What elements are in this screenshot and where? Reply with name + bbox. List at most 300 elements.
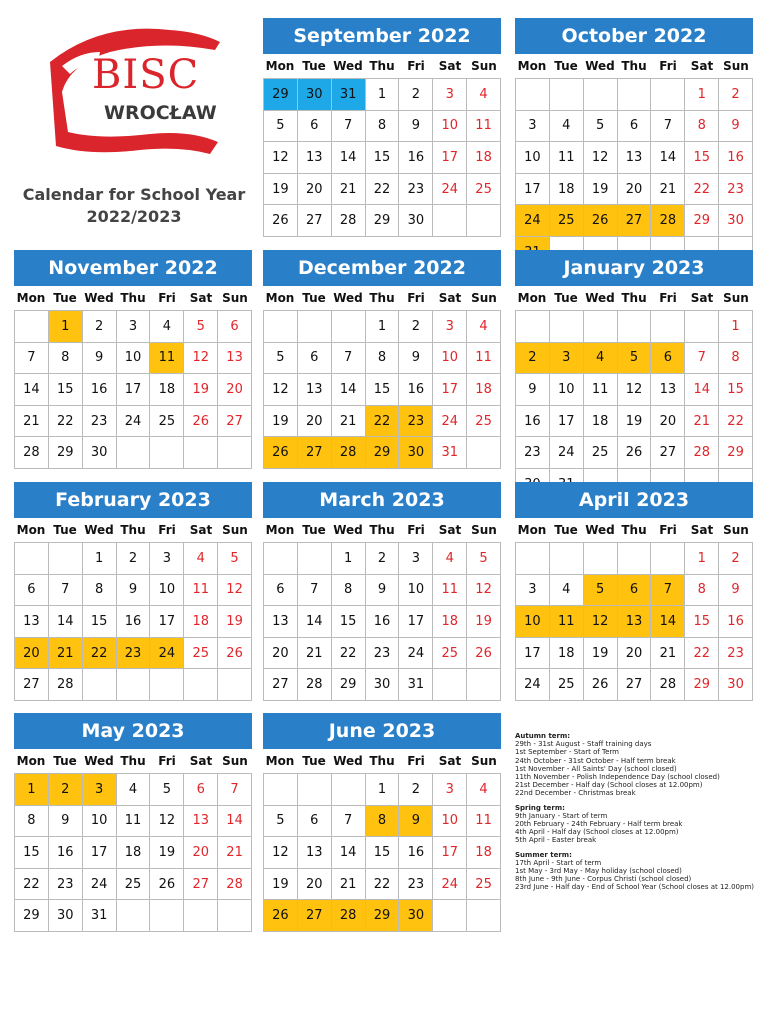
day-cell: 8 bbox=[719, 343, 753, 375]
month-calendar bbox=[263, 482, 501, 701]
term-section bbox=[515, 804, 765, 845]
empty-cell bbox=[618, 311, 652, 343]
day-cell: 18 bbox=[584, 406, 618, 438]
weekday-label: Sat bbox=[438, 754, 462, 768]
weekday-label: Tue bbox=[53, 523, 77, 537]
empty-cell bbox=[264, 311, 298, 343]
term-notes bbox=[515, 732, 765, 898]
day-cell: 22 bbox=[366, 869, 400, 901]
day-cell: 20 bbox=[15, 638, 49, 670]
day-cell: 2 bbox=[117, 543, 151, 575]
day-cell: 6 bbox=[651, 343, 685, 375]
empty-cell bbox=[184, 669, 218, 701]
day-cell: 7 bbox=[332, 806, 366, 838]
day-cell: 19 bbox=[264, 869, 298, 901]
day-cell: 11 bbox=[117, 806, 151, 838]
day-cell: 5 bbox=[618, 343, 652, 375]
day-cell: 22 bbox=[15, 869, 49, 901]
day-cell: 12 bbox=[584, 606, 618, 638]
weekday-label: Thu bbox=[621, 523, 647, 537]
day-cell: 24 bbox=[399, 638, 433, 670]
weekday-label: Tue bbox=[53, 754, 77, 768]
day-cell: 31 bbox=[399, 669, 433, 701]
day-cell: 13 bbox=[298, 374, 332, 406]
day-cell: 20 bbox=[618, 174, 652, 206]
weekday-label: Mon bbox=[265, 754, 295, 768]
weekday-label: Sun bbox=[723, 523, 749, 537]
day-cell: 15 bbox=[332, 606, 366, 638]
day-cell: 12 bbox=[218, 575, 252, 607]
day-cell: 9 bbox=[719, 575, 753, 607]
school-logo bbox=[40, 22, 230, 172]
month-title: March 2023 bbox=[263, 482, 501, 518]
day-cell: 18 bbox=[184, 606, 218, 638]
empty-cell bbox=[651, 311, 685, 343]
empty-cell bbox=[584, 543, 618, 575]
day-cell: 22 bbox=[332, 638, 366, 670]
weekday-label: Thu bbox=[120, 754, 146, 768]
weekday-label: Fri bbox=[659, 291, 677, 305]
day-cell: 29 bbox=[719, 437, 753, 469]
day-cell: 15 bbox=[366, 837, 400, 869]
empty-cell bbox=[516, 79, 550, 111]
day-cell: 6 bbox=[298, 806, 332, 838]
day-cell: 26 bbox=[264, 437, 298, 469]
day-cell: 3 bbox=[150, 543, 184, 575]
day-cell: 25 bbox=[467, 869, 501, 901]
day-cell: 31 bbox=[332, 79, 366, 111]
month-title: June 2023 bbox=[263, 713, 501, 749]
weekday-label: Thu bbox=[621, 59, 647, 73]
day-grid bbox=[515, 542, 753, 701]
day-cell: 3 bbox=[433, 311, 467, 343]
day-cell: 11 bbox=[433, 575, 467, 607]
day-cell: 17 bbox=[399, 606, 433, 638]
day-cell: 28 bbox=[49, 669, 83, 701]
month-calendar bbox=[14, 713, 252, 932]
day-cell: 8 bbox=[366, 806, 400, 838]
empty-cell bbox=[685, 311, 719, 343]
weekday-row bbox=[263, 286, 501, 310]
day-cell: 7 bbox=[298, 575, 332, 607]
day-cell: 28 bbox=[651, 205, 685, 237]
weekday-label: Fri bbox=[158, 291, 176, 305]
weekday-label: Wed bbox=[585, 523, 615, 537]
day-cell: 19 bbox=[218, 606, 252, 638]
day-cell: 16 bbox=[49, 837, 83, 869]
day-cell: 29 bbox=[15, 900, 49, 932]
day-cell: 17 bbox=[433, 374, 467, 406]
weekday-label: Sun bbox=[723, 59, 749, 73]
empty-cell bbox=[651, 543, 685, 575]
weekday-label: Sat bbox=[189, 291, 213, 305]
day-cell: 20 bbox=[184, 837, 218, 869]
day-cell: 20 bbox=[218, 374, 252, 406]
term-line: 1st September - Start of Term bbox=[515, 748, 620, 757]
day-cell: 3 bbox=[399, 543, 433, 575]
day-cell: 11 bbox=[467, 806, 501, 838]
day-cell: 21 bbox=[332, 174, 366, 206]
day-cell: 6 bbox=[264, 575, 298, 607]
day-cell: 7 bbox=[651, 111, 685, 143]
empty-cell bbox=[550, 311, 584, 343]
day-cell: 18 bbox=[150, 374, 184, 406]
day-cell: 10 bbox=[433, 343, 467, 375]
day-cell: 10 bbox=[150, 575, 184, 607]
day-cell: 9 bbox=[49, 806, 83, 838]
empty-cell bbox=[264, 543, 298, 575]
day-cell: 12 bbox=[467, 575, 501, 607]
day-cell: 28 bbox=[332, 900, 366, 932]
day-cell: 15 bbox=[83, 606, 117, 638]
weekday-label: Tue bbox=[554, 523, 578, 537]
day-grid bbox=[263, 78, 501, 237]
day-cell: 3 bbox=[433, 774, 467, 806]
day-cell: 26 bbox=[264, 205, 298, 237]
month-title: October 2022 bbox=[515, 18, 753, 54]
day-cell: 18 bbox=[467, 142, 501, 174]
empty-cell bbox=[433, 669, 467, 701]
day-cell: 17 bbox=[433, 142, 467, 174]
day-cell: 19 bbox=[584, 174, 618, 206]
day-cell: 27 bbox=[651, 437, 685, 469]
day-cell: 27 bbox=[218, 406, 252, 438]
day-cell: 27 bbox=[618, 669, 652, 701]
empty-cell bbox=[332, 774, 366, 806]
weekday-label: Fri bbox=[659, 59, 677, 73]
day-grid bbox=[263, 773, 501, 932]
term-title: Spring term: bbox=[515, 803, 565, 812]
day-cell: 4 bbox=[550, 575, 584, 607]
day-cell: 21 bbox=[651, 174, 685, 206]
weekday-label: Sat bbox=[438, 59, 462, 73]
term-section bbox=[515, 851, 765, 892]
day-cell: 24 bbox=[150, 638, 184, 670]
day-cell: 6 bbox=[298, 111, 332, 143]
day-cell: 1 bbox=[83, 543, 117, 575]
day-cell: 22 bbox=[685, 638, 719, 670]
month-calendar bbox=[515, 482, 753, 701]
empty-cell bbox=[150, 437, 184, 469]
day-cell: 2 bbox=[49, 774, 83, 806]
day-cell: 14 bbox=[49, 606, 83, 638]
day-cell: 10 bbox=[117, 343, 151, 375]
term-line: 22nd December - Christmas break bbox=[515, 789, 636, 798]
day-cell: 24 bbox=[516, 669, 550, 701]
day-cell: 2 bbox=[399, 311, 433, 343]
day-grid bbox=[515, 310, 753, 501]
term-line: 23rd June - Half day - End of School Year (School closes at 12.00pm) bbox=[515, 883, 754, 892]
title-line-1: Calendar for School Year bbox=[22, 185, 246, 204]
day-cell: 28 bbox=[685, 437, 719, 469]
day-cell: 17 bbox=[150, 606, 184, 638]
empty-cell bbox=[49, 543, 83, 575]
day-cell: 19 bbox=[584, 638, 618, 670]
month-title: December 2022 bbox=[263, 250, 501, 286]
day-cell: 22 bbox=[685, 174, 719, 206]
day-cell: 30 bbox=[399, 900, 433, 932]
day-cell: 7 bbox=[332, 343, 366, 375]
day-cell: 7 bbox=[651, 575, 685, 607]
day-cell: 6 bbox=[618, 111, 652, 143]
weekday-label: Mon bbox=[16, 523, 46, 537]
calendar-title bbox=[14, 184, 254, 228]
day-cell: 4 bbox=[433, 543, 467, 575]
empty-cell bbox=[184, 900, 218, 932]
day-cell: 6 bbox=[618, 575, 652, 607]
day-cell: 2 bbox=[399, 79, 433, 111]
day-cell: 22 bbox=[719, 406, 753, 438]
day-cell: 18 bbox=[550, 174, 584, 206]
day-cell: 23 bbox=[399, 174, 433, 206]
weekday-label: Fri bbox=[407, 754, 425, 768]
day-cell: 30 bbox=[719, 205, 753, 237]
day-cell: 21 bbox=[15, 406, 49, 438]
day-cell: 29 bbox=[366, 900, 400, 932]
day-cell: 26 bbox=[467, 638, 501, 670]
day-cell: 7 bbox=[15, 343, 49, 375]
weekday-label: Tue bbox=[302, 291, 326, 305]
day-cell: 5 bbox=[467, 543, 501, 575]
weekday-row bbox=[263, 54, 501, 78]
weekday-label: Fri bbox=[158, 523, 176, 537]
day-cell: 3 bbox=[433, 79, 467, 111]
day-cell: 28 bbox=[332, 205, 366, 237]
empty-cell bbox=[467, 437, 501, 469]
day-cell: 24 bbox=[433, 174, 467, 206]
day-cell: 25 bbox=[467, 406, 501, 438]
day-cell: 3 bbox=[550, 343, 584, 375]
weekday-label: Tue bbox=[554, 59, 578, 73]
term-line: 9th January - Start of term bbox=[515, 811, 608, 820]
day-cell: 5 bbox=[264, 806, 298, 838]
day-cell: 18 bbox=[467, 374, 501, 406]
empty-cell bbox=[298, 543, 332, 575]
empty-cell bbox=[467, 669, 501, 701]
weekday-label: Sun bbox=[222, 291, 248, 305]
day-cell: 21 bbox=[218, 837, 252, 869]
weekday-label: Fri bbox=[407, 59, 425, 73]
day-cell: 11 bbox=[184, 575, 218, 607]
empty-cell bbox=[298, 311, 332, 343]
term-line: 5th April - Easter break bbox=[515, 836, 597, 845]
day-cell: 29 bbox=[332, 669, 366, 701]
day-cell: 23 bbox=[366, 638, 400, 670]
day-cell: 20 bbox=[298, 174, 332, 206]
logo-text: BISC bbox=[92, 52, 200, 98]
day-cell: 8 bbox=[366, 111, 400, 143]
month-title: February 2023 bbox=[14, 482, 252, 518]
day-cell: 17 bbox=[550, 406, 584, 438]
day-cell: 16 bbox=[83, 374, 117, 406]
day-cell: 22 bbox=[366, 174, 400, 206]
day-cell: 5 bbox=[584, 575, 618, 607]
day-cell: 23 bbox=[117, 638, 151, 670]
day-cell: 30 bbox=[83, 437, 117, 469]
day-cell: 23 bbox=[83, 406, 117, 438]
day-cell: 21 bbox=[332, 869, 366, 901]
day-grid bbox=[263, 310, 501, 469]
day-cell: 21 bbox=[298, 638, 332, 670]
day-cell: 25 bbox=[433, 638, 467, 670]
day-cell: 5 bbox=[584, 111, 618, 143]
day-cell: 16 bbox=[399, 374, 433, 406]
empty-cell bbox=[516, 311, 550, 343]
weekday-row bbox=[14, 518, 252, 542]
day-cell: 7 bbox=[685, 343, 719, 375]
weekday-label: Tue bbox=[302, 523, 326, 537]
day-cell: 27 bbox=[298, 900, 332, 932]
day-cell: 26 bbox=[150, 869, 184, 901]
day-cell: 7 bbox=[49, 575, 83, 607]
term-title: Autumn term: bbox=[515, 732, 571, 740]
day-cell: 19 bbox=[264, 406, 298, 438]
weekday-label: Thu bbox=[120, 523, 146, 537]
day-cell: 13 bbox=[218, 343, 252, 375]
weekday-label: Mon bbox=[517, 291, 547, 305]
day-cell: 10 bbox=[433, 111, 467, 143]
day-cell: 26 bbox=[618, 437, 652, 469]
empty-cell bbox=[433, 205, 467, 237]
term-line: 24th October - 31st October - Half term break bbox=[515, 756, 676, 765]
day-cell: 20 bbox=[298, 406, 332, 438]
title-line-2: 2022/2023 bbox=[86, 207, 182, 226]
term-line: 4th April - Half day (School closes at 12.00pm) bbox=[515, 828, 679, 837]
empty-cell bbox=[550, 79, 584, 111]
month-calendar bbox=[263, 250, 501, 469]
day-cell: 12 bbox=[264, 374, 298, 406]
weekday-label: Thu bbox=[369, 291, 395, 305]
day-cell: 14 bbox=[651, 606, 685, 638]
day-cell: 15 bbox=[366, 374, 400, 406]
weekday-label: Sun bbox=[471, 523, 497, 537]
day-cell: 5 bbox=[264, 343, 298, 375]
day-cell: 1 bbox=[366, 774, 400, 806]
weekday-label: Mon bbox=[16, 754, 46, 768]
weekday-label: Sun bbox=[723, 291, 749, 305]
empty-cell bbox=[264, 774, 298, 806]
day-cell: 19 bbox=[618, 406, 652, 438]
day-cell: 2 bbox=[83, 311, 117, 343]
empty-cell bbox=[83, 669, 117, 701]
day-cell: 23 bbox=[399, 869, 433, 901]
day-cell: 24 bbox=[550, 437, 584, 469]
empty-cell bbox=[332, 311, 366, 343]
day-cell: 21 bbox=[332, 406, 366, 438]
day-cell: 21 bbox=[685, 406, 719, 438]
day-cell: 6 bbox=[15, 575, 49, 607]
day-cell: 11 bbox=[584, 374, 618, 406]
day-cell: 26 bbox=[584, 669, 618, 701]
day-grid bbox=[14, 773, 252, 932]
day-cell: 3 bbox=[117, 311, 151, 343]
term-line: 11th November - Polish Independence Day (school closed) bbox=[515, 773, 720, 782]
day-cell: 4 bbox=[550, 111, 584, 143]
day-cell: 24 bbox=[433, 406, 467, 438]
empty-cell bbox=[15, 311, 49, 343]
day-cell: 11 bbox=[550, 606, 584, 638]
day-cell: 26 bbox=[584, 205, 618, 237]
day-cell: 28 bbox=[15, 437, 49, 469]
day-cell: 1 bbox=[366, 311, 400, 343]
day-cell: 6 bbox=[218, 311, 252, 343]
day-cell: 27 bbox=[618, 205, 652, 237]
day-cell: 29 bbox=[366, 205, 400, 237]
weekday-label: Sun bbox=[471, 59, 497, 73]
day-cell: 25 bbox=[150, 406, 184, 438]
day-grid bbox=[263, 542, 501, 701]
day-cell: 12 bbox=[618, 374, 652, 406]
day-cell: 31 bbox=[433, 437, 467, 469]
weekday-label: Thu bbox=[120, 291, 146, 305]
day-cell: 2 bbox=[366, 543, 400, 575]
day-cell: 5 bbox=[218, 543, 252, 575]
day-cell: 6 bbox=[184, 774, 218, 806]
empty-cell bbox=[467, 205, 501, 237]
day-cell: 2 bbox=[516, 343, 550, 375]
day-cell: 26 bbox=[264, 900, 298, 932]
day-cell: 30 bbox=[49, 900, 83, 932]
day-cell: 27 bbox=[298, 205, 332, 237]
month-calendar bbox=[515, 18, 753, 269]
term-title: Summer term: bbox=[515, 850, 572, 859]
day-cell: 14 bbox=[332, 374, 366, 406]
day-cell: 2 bbox=[719, 543, 753, 575]
day-cell: 1 bbox=[685, 79, 719, 111]
weekday-label: Thu bbox=[621, 291, 647, 305]
day-cell: 14 bbox=[685, 374, 719, 406]
day-cell: 15 bbox=[366, 142, 400, 174]
day-cell: 1 bbox=[719, 311, 753, 343]
weekday-label: Mon bbox=[265, 291, 295, 305]
day-cell: 21 bbox=[49, 638, 83, 670]
day-cell: 8 bbox=[366, 343, 400, 375]
weekday-label: Wed bbox=[333, 754, 363, 768]
day-cell: 27 bbox=[15, 669, 49, 701]
day-cell: 2 bbox=[719, 79, 753, 111]
day-grid bbox=[515, 78, 753, 269]
day-cell: 28 bbox=[298, 669, 332, 701]
day-cell: 13 bbox=[184, 806, 218, 838]
day-cell: 8 bbox=[332, 575, 366, 607]
empty-cell bbox=[117, 437, 151, 469]
day-cell: 2 bbox=[399, 774, 433, 806]
day-cell: 13 bbox=[15, 606, 49, 638]
day-cell: 22 bbox=[366, 406, 400, 438]
weekday-label: Sun bbox=[471, 291, 497, 305]
day-cell: 13 bbox=[618, 142, 652, 174]
day-cell: 7 bbox=[332, 111, 366, 143]
weekday-label: Tue bbox=[53, 291, 77, 305]
day-cell: 10 bbox=[516, 606, 550, 638]
day-cell: 26 bbox=[184, 406, 218, 438]
day-cell: 15 bbox=[49, 374, 83, 406]
weekday-row bbox=[515, 518, 753, 542]
day-cell: 24 bbox=[83, 869, 117, 901]
day-cell: 9 bbox=[366, 575, 400, 607]
day-cell: 23 bbox=[719, 174, 753, 206]
day-cell: 28 bbox=[651, 669, 685, 701]
day-cell: 31 bbox=[83, 900, 117, 932]
day-cell: 1 bbox=[332, 543, 366, 575]
term-line: 1st November - All Saints' Day (school closed) bbox=[515, 764, 677, 773]
weekday-label: Wed bbox=[84, 754, 114, 768]
day-cell: 1 bbox=[685, 543, 719, 575]
day-grid bbox=[14, 542, 252, 701]
day-cell: 4 bbox=[150, 311, 184, 343]
day-cell: 23 bbox=[719, 638, 753, 670]
day-cell: 9 bbox=[719, 111, 753, 143]
